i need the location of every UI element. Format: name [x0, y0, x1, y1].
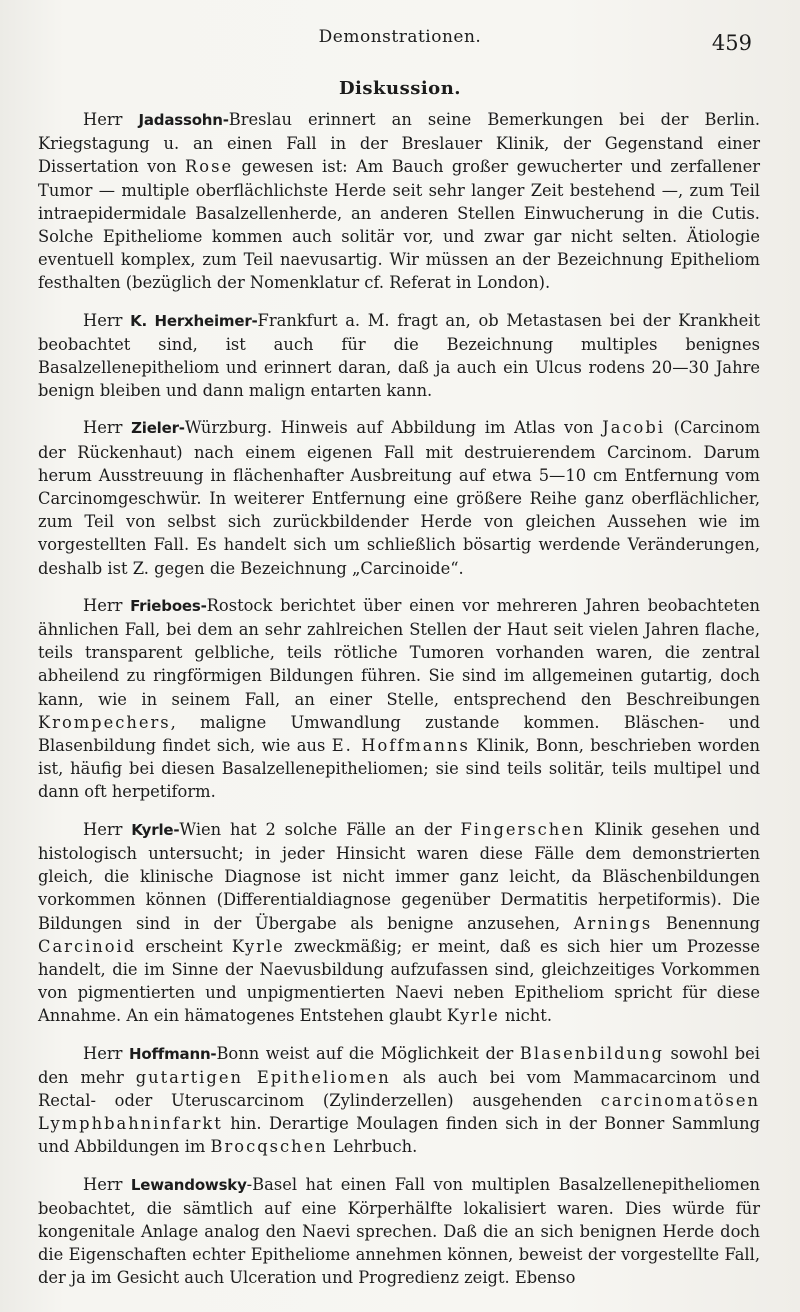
paragraph-text: erscheint	[136, 936, 232, 956]
cited-author: Jacobi	[602, 418, 665, 438]
paragraph-text: Herr	[83, 1043, 129, 1063]
speaker-name: Lewandowsky	[130, 1175, 247, 1194]
cited-author: E. Hoffmanns	[331, 736, 470, 756]
paragraph-text: Rostock berichtet über einen vor mehreren Jahren beobachteten ähnlichen Fall, bei dem an sehr zahlreichen Stellen der Haut seit vielen Jahren flache, teils transparent gelbliche, teils rötliche Tumoren vorhanden waren, die zentral abheilend zu ringförmigen Bildungen führen. Sie sind im allgemeinen gutartig, doch kann, wie in seinem Fall, an einer Stelle, entsprechend den Beschreibungen	[38, 595, 760, 709]
paragraph-text: Bonn weist auf die Möglichkeit der	[216, 1043, 520, 1063]
paragraph-frieboes	[38, 594, 760, 804]
paragraph-text: Würzburg. Hinweis auf Abbildung im Atlas von	[184, 418, 603, 438]
paragraph-text: Herr	[83, 110, 139, 129]
cited-author: Krompechers	[38, 712, 171, 732]
paragraph-text: nicht.	[499, 1006, 553, 1026]
paragraph-text: Herr	[83, 310, 131, 330]
paragraph-text: , maligne Umwandlung zustande kommen. Bläschen- und Blasenbildung findet sich, wie aus	[38, 712, 760, 756]
paragraph-lewandowsky	[38, 1173, 760, 1290]
emphasized-term: Blasenbildung	[519, 1043, 664, 1063]
paragraph-text: Herr	[83, 819, 132, 839]
paragraph-text: Klinik gesehen und histologisch untersucht; in jeder Hinsicht waren diese Fälle dem demonstrierten gleich, die klinische Diagnose ist nicht immer ganz leicht, da Bläschenbildungen vorkommen können (Differentialdiagnose gegenüber Dermatitis herpetiformis). Die Bildungen sind in der Übergabe als benigne anzusehen,	[38, 819, 760, 933]
paragraph-zieler	[38, 416, 760, 579]
paragraph-text: Benennung	[652, 913, 761, 933]
speaker-name: K. Herxheimer-	[130, 311, 258, 330]
emphasized-term: gutartigen Epitheliomen	[135, 1067, 391, 1087]
speaker-name: Kyrle-	[131, 820, 180, 839]
cited-author: Kyrle	[231, 936, 285, 956]
emphasized-term: Carcinoid	[38, 936, 137, 956]
page-number: 459	[711, 31, 752, 55]
running-head	[0, 22, 800, 55]
paragraph-text: zweckmäßig; er meint, daß es sich hier um Prozesse handelt, die im Sinne der Naevusbildung aufzufassen sind, gleichzeitiges Vorkommen von pigmentierten und unpigmentierten Naevi neben Epitheliom spricht für diese Annahme. An ein hämatogenes Entstehen glaubt	[38, 936, 760, 1026]
paragraph-text: gewesen ist: Am Bauch großer gewucherter und zerfallener Tumor — multiple oberflächlichste Herde seit sehr langer Zeit bestehend —, zum Teil intraepidermidale Basalzellenherde, an anderen Stellen Einwucherung in die Cutis. Solche Epitheliome kommen auch solitär vor, und zwar gar nicht selten. Ätiologie eventuell komplex, zum Teil naevusartig. Wir müssen an der Bezeichnung Epitheliom festhalten (bezüglich der Nomenklatur cf. Referat in London).	[38, 157, 761, 293]
paragraph-text: hin. Derartige Moulagen finden sich in der Bonner Sammlung und Abbildungen im	[38, 1114, 760, 1157]
cited-author: Rose	[185, 157, 234, 177]
paragraph-text: Lehrbuch.	[327, 1137, 418, 1157]
running-title: Demonstrationen.	[318, 27, 482, 47]
paragraph-text: Wien hat 2 solche Fälle an der	[179, 819, 461, 839]
section-heading: Diskussion.	[338, 78, 462, 99]
paragraph-kyrle	[38, 818, 760, 1028]
paragraph-text: Herr	[83, 418, 132, 438]
paragraph-text: Frankfurt a. M. fragt an, ob Metastasen bei der Krankheit beobachtet sind, ist auch für die Bezeichnung multiples benignes Basalzellenepitheliom und erinnert daran, daß ja auch ein Ulcus rodens 20—30 Jahre benign bleiben und dann malign entarten kann.	[38, 310, 760, 401]
speaker-name: Frieboes-	[130, 596, 207, 615]
speaker-name: Zieler-	[131, 419, 185, 438]
paragraph-text: Breslau erinnert an seine Bemerkungen bei der Berlin. Kriegstagung u. an einen Fall in der Breslauer Klinik, der Gegenstand einer Dissertation von	[38, 110, 760, 177]
paragraph-herxheimer	[38, 309, 760, 403]
paragraph-text: Klinik, Bonn, beschrieben worden ist, häufig bei diesen Basalzellenepitheliomen; sie sind teils solitär, teils multipel und dann oft herpetiform.	[38, 736, 760, 802]
paragraph-text: sowohl bei den mehr	[38, 1043, 760, 1087]
cited-author: Fingerschen	[460, 819, 586, 839]
paragraph-jadassohn	[38, 108, 760, 295]
cited-author: Arnings	[573, 913, 653, 933]
paragraph-hoffmann	[38, 1042, 760, 1159]
paragraph-text: -Basel hat einen Fall von multiplen Basalzellenepitheliomen beobachtet, die sämtlich auf eine Körperhälfte lokalisiert waren. Dies würde für kongenitale Anlage analog den Naevi sprechen. Daß die an sich benignen Herde doch die Eigenschaften echter Epitheliome annehmen können, beweist der vorgestellte Fall, der ja im Gesicht auch Ulceration und Progredienz zeigt. Ebenso	[38, 1174, 760, 1288]
paragraph-text: (Carcinom der Rückenhaut) nach einem eigenen Fall mit destruierendem Carcinom. Darum herum Ausstreuung in flächenhafter Ausbreitung auf etwa 5—10 cm Entfernung vom Carcinomgeschwür. In weiterer Entfernung eine größere Reihe ganz oberflächlicher, zum Teil von selbst sich zurückbildender Herde von gleichen Aussehen wie im vorgestellten Fall. Es handelt sich um schließlich bösartig werdende Veränderungen, deshalb ist Z. gegen die Bezeichnung „Carcinoide“.	[38, 418, 761, 578]
emphasized-term: carcinomatösen Lymphbahninfarkt	[38, 1090, 760, 1134]
speaker-name: Hoffmann-	[129, 1044, 217, 1063]
cited-author: Brocqschen	[210, 1137, 328, 1157]
paragraph-text: Herr	[83, 595, 131, 615]
speaker-name: Jadassohn-	[138, 111, 229, 129]
cited-author: Kyrle	[446, 1006, 500, 1026]
paragraph-text: als auch bei vom Mammacarcinom und Rectal- oder Uteruscarcinom (Zylinderzellen) ausgehenden	[38, 1067, 760, 1110]
body-text	[38, 108, 760, 1304]
paragraph-text: Herr	[83, 1174, 131, 1194]
